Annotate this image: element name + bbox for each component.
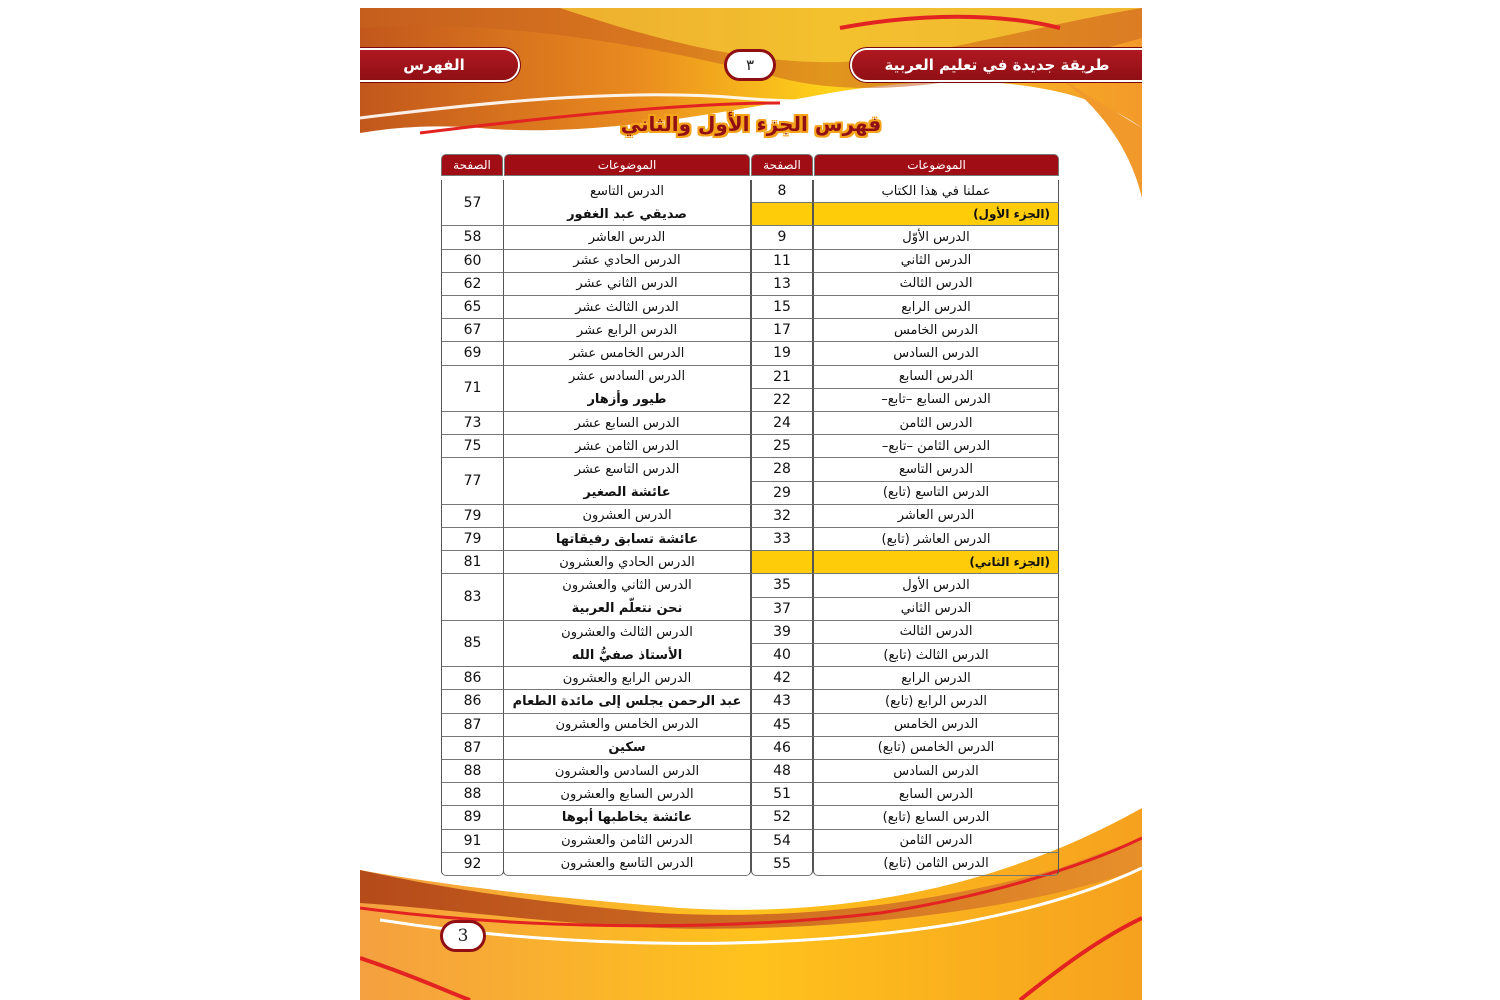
right-topic-cell — [813, 435, 1059, 458]
left-page-cell: 71 — [441, 366, 504, 412]
topic-text: الدرس الرابع — [901, 670, 971, 686]
index-table — [441, 154, 1059, 889]
topic-text: الدرس الثاني — [900, 601, 972, 617]
left-page-header: الصفحة — [441, 154, 503, 176]
topic-text: الدرس السابع (تابع) — [882, 809, 990, 825]
left-topics-header: الموضوعات — [504, 154, 750, 176]
topic-text: الدرس الرابع (تابع) — [885, 693, 987, 709]
story-title-text: صديقي عبد الغفور — [567, 206, 687, 222]
topic-text: الدرس الثاني — [900, 253, 972, 269]
topic-text: الدرس التاسع — [590, 183, 664, 199]
right-topic-cell — [813, 737, 1059, 760]
right-page-cell: 55 — [751, 853, 813, 876]
part-heading-band — [813, 203, 1059, 226]
right-topic-cell — [813, 319, 1059, 342]
right-page-cell: 40 — [751, 644, 813, 667]
topic-text: الدرس السابع عشر — [574, 415, 680, 431]
right-topic-cell — [813, 598, 1059, 621]
topic-text: الدرس الثالث (تابع) — [883, 647, 989, 663]
left-page-cell: 73 — [441, 412, 504, 435]
right-topic-cell — [813, 273, 1059, 296]
topic-text: الدرس السادس — [893, 763, 979, 779]
topic-text: الدرس التاسع — [899, 461, 973, 477]
right-page-cell: 35 — [751, 574, 813, 597]
topic-text: الدرس الثالث — [899, 276, 973, 292]
part-heading-band — [813, 551, 1059, 574]
right-page-cell: 54 — [751, 830, 813, 853]
right-topic-cell — [813, 505, 1059, 528]
left-topic-cell — [503, 783, 751, 806]
right-topic-cell — [813, 226, 1059, 249]
right-page-cell: 19 — [751, 342, 813, 365]
left-page-cell: 62 — [441, 273, 504, 296]
topic-text: الدرس الخامس — [893, 717, 979, 733]
topic-text: الدرس العشرون — [582, 508, 672, 524]
right-page-cell — [751, 551, 813, 574]
right-page-cell: 24 — [751, 412, 813, 435]
topic-text: الدرس السابع — [898, 786, 974, 802]
left-page-cell: 87 — [441, 714, 504, 737]
topic-text: الدرس الرابع — [901, 299, 971, 315]
left-page-cell: 75 — [441, 435, 504, 458]
left-page-cell: 89 — [441, 806, 504, 829]
right-page-cell: 25 — [751, 435, 813, 458]
topic-text: الدرس الثاني والعشرون — [562, 578, 692, 594]
left-topic-cell — [503, 714, 751, 737]
right-topic-cell — [813, 296, 1059, 319]
left-topic-cell — [503, 412, 751, 435]
right-page-cell: 33 — [751, 528, 813, 551]
topic-text: الدرس الثامن والعشرون — [561, 833, 693, 849]
left-page-cell: 85 — [441, 621, 504, 667]
right-topic-cell — [813, 342, 1059, 365]
topic-text: الدرس السادس — [893, 345, 979, 361]
story-title-text: عائشة الصغير — [583, 485, 671, 501]
left-topic-cell — [503, 435, 751, 458]
topic-text: الدرس الرابع والعشرون — [562, 670, 692, 686]
right-page-cell: 8 — [751, 180, 813, 203]
right-topic-cell — [813, 482, 1059, 505]
topic-text: الدرس التاسع والعشرون — [560, 856, 694, 872]
left-page-cell: 86 — [441, 690, 504, 713]
right-page-cell: 52 — [751, 806, 813, 829]
right-page-cell: 28 — [751, 458, 813, 481]
page-number-badge-bottom — [440, 920, 486, 952]
left-topic-cell — [503, 226, 751, 249]
left-page-cell: 65 — [441, 296, 504, 319]
left-page-cell: 57 — [441, 180, 504, 226]
left-page-cell: 88 — [441, 783, 504, 806]
right-topic-cell — [813, 806, 1059, 829]
left-page-cell: 79 — [441, 505, 504, 528]
story-title-text: طيور وأزهار — [587, 392, 667, 408]
left-topic-cell — [503, 853, 751, 876]
topic-text: الدرس العاشر (تابع) — [881, 531, 991, 547]
left-page-cell: 86 — [441, 667, 504, 690]
right-topic-cell — [813, 783, 1059, 806]
left-topic-cell — [503, 690, 751, 713]
topic-text: الدرس الخامس — [893, 322, 979, 338]
right-page-cell: 29 — [751, 482, 813, 505]
left-topic-cell — [503, 273, 751, 296]
right-page-cell: 43 — [751, 690, 813, 713]
right-page-cell: 9 — [751, 226, 813, 249]
topic-text: الدرس السابع — [898, 369, 974, 385]
right-topic-cell — [813, 412, 1059, 435]
right-page-cell: 21 — [751, 366, 813, 389]
topic-text: الدرس العاشر — [897, 508, 975, 524]
right-topic-cell — [813, 574, 1059, 597]
page-title: فهرس الجزء الأول والثاني — [620, 112, 882, 136]
right-page-cell: 22 — [751, 389, 813, 412]
left-topic-cell — [503, 180, 751, 226]
right-topic-cell — [813, 714, 1059, 737]
book-page — [360, 8, 1142, 1000]
topic-text: الدرس التاسع عشر — [574, 462, 680, 478]
topic-text: الدرس الثامن –تابع– — [881, 438, 991, 454]
topic-text: الدرس السابع –تابع– — [881, 392, 991, 408]
right-topic-cell — [813, 830, 1059, 853]
topic-text: الدرس الخامس والعشرون — [555, 717, 699, 733]
right-topic-cell — [813, 690, 1059, 713]
right-topic-cell — [813, 366, 1059, 389]
right-topic-cell — [813, 667, 1059, 690]
left-page-cell: 87 — [441, 737, 504, 760]
left-page-cell: 69 — [441, 342, 504, 365]
story-title-text: عبد الرحمن يجلس إلى مائدة الطعام — [512, 693, 742, 709]
right-topic-cell — [813, 644, 1059, 667]
right-topic-cell — [813, 250, 1059, 273]
left-page-cell: 67 — [441, 319, 504, 342]
right-page-cell: 45 — [751, 714, 813, 737]
topic-text: الدرس العاشر — [588, 229, 666, 245]
right-topics-header: الموضوعات — [814, 154, 1059, 176]
part-heading-label: (الجزء الثاني) — [969, 555, 1050, 570]
left-topic-cell — [503, 760, 751, 783]
story-title-text: سكين — [608, 740, 646, 756]
right-page-cell — [751, 203, 813, 226]
page-number-arabic: ٣ — [745, 56, 755, 74]
topic-text: الدرس السادس عشر — [568, 369, 686, 385]
right-page-cell: 15 — [751, 296, 813, 319]
right-page-cell: 51 — [751, 783, 813, 806]
left-page-cell: 81 — [441, 551, 504, 574]
left-topic-cell — [503, 319, 751, 342]
left-page-cell: 88 — [441, 760, 504, 783]
topic-text: الدرس الأوّل — [902, 229, 970, 245]
right-topic-cell — [813, 760, 1059, 783]
right-topic-cell — [813, 853, 1059, 876]
left-topic-cell — [503, 737, 751, 760]
right-page-cell: 13 — [751, 273, 813, 296]
left-topic-cell — [503, 366, 751, 412]
topic-text: الدرس الخامس (تابع) — [877, 740, 995, 756]
right-topic-cell — [813, 458, 1059, 481]
left-topic-cell — [503, 528, 751, 551]
page-number-badge-top — [724, 49, 776, 81]
left-topic-cell — [503, 574, 751, 620]
story-title-text: عائشة يخاطبها أبوها — [561, 809, 693, 825]
left-topic-cell — [503, 458, 751, 504]
topic-text: الدرس الرابع عشر — [576, 322, 678, 338]
right-page-cell: 11 — [751, 250, 813, 273]
book-title-bar — [852, 50, 1142, 80]
left-page-cell: 60 — [441, 250, 504, 273]
right-topic-cell — [813, 528, 1059, 551]
right-topic-cell — [813, 621, 1059, 644]
left-page-cell: 91 — [441, 830, 504, 853]
topic-text: عملنا في هذا الكتاب — [881, 183, 991, 199]
left-page-cell: 77 — [441, 458, 504, 504]
right-page-cell: 42 — [751, 667, 813, 690]
left-topic-cell — [503, 505, 751, 528]
right-topic-cell — [813, 180, 1059, 203]
right-page-cell: 46 — [751, 737, 813, 760]
story-title-text: نحن نتعلّم العربية — [571, 601, 683, 617]
left-topic-cell — [503, 667, 751, 690]
left-topic-cell — [503, 342, 751, 365]
right-page-header: الصفحة — [751, 154, 813, 176]
left-topic-cell — [503, 830, 751, 853]
topic-text: الدرس الثالث — [899, 624, 973, 640]
topic-text: الدرس الثامن — [899, 415, 973, 431]
left-topic-cell — [503, 551, 751, 574]
story-title-text: الأستاذ صفيُّ الله — [571, 647, 683, 663]
topic-text: الدرس الثامن — [899, 833, 973, 849]
topic-text: الدرس الحادي عشر — [573, 253, 681, 269]
right-page-cell: 32 — [751, 505, 813, 528]
topic-text: الدرس الثامن (تابع) — [883, 856, 989, 872]
left-topic-cell — [503, 621, 751, 667]
part-heading-label: (الجزء الأول) — [973, 207, 1050, 222]
topic-text: الدرس الأول — [902, 577, 970, 593]
right-page-cell: 17 — [751, 319, 813, 342]
right-topic-cell — [813, 389, 1059, 412]
topic-text: الدرس الثامن عشر — [575, 438, 679, 454]
topic-text: الدرس الخامس عشر — [569, 345, 685, 361]
left-page-cell: 79 — [441, 528, 504, 551]
left-topic-cell — [503, 806, 751, 829]
left-topic-cell — [503, 250, 751, 273]
topic-text: الدرس الثاني عشر — [576, 276, 678, 292]
left-page-cell: 58 — [441, 226, 504, 249]
topic-text: الدرس الثالث عشر — [575, 299, 679, 315]
left-page-cell: 92 — [441, 853, 504, 876]
right-page-cell: 37 — [751, 598, 813, 621]
book-title: طريقة جديدة في تعليم العربية — [884, 56, 1110, 74]
left-topic-cell — [503, 296, 751, 319]
topic-text: الدرس التاسع (تابع) — [882, 485, 990, 501]
topic-text: الدرس السادس والعشرون — [554, 763, 700, 779]
story-title-text: عائشة تسابق رفيقاتها — [555, 531, 699, 547]
right-page-cell: 48 — [751, 760, 813, 783]
footer-page-number: 3 — [457, 926, 469, 946]
topic-text: الدرس الحادي والعشرون — [559, 554, 695, 570]
left-page-cell: 83 — [441, 574, 504, 620]
topic-text: الدرس الثالث والعشرون — [561, 624, 693, 640]
section-label-bar — [360, 50, 518, 80]
right-page-cell: 39 — [751, 621, 813, 644]
topic-text: الدرس السابع والعشرون — [560, 786, 694, 802]
section-label: الفهرس — [403, 56, 465, 74]
